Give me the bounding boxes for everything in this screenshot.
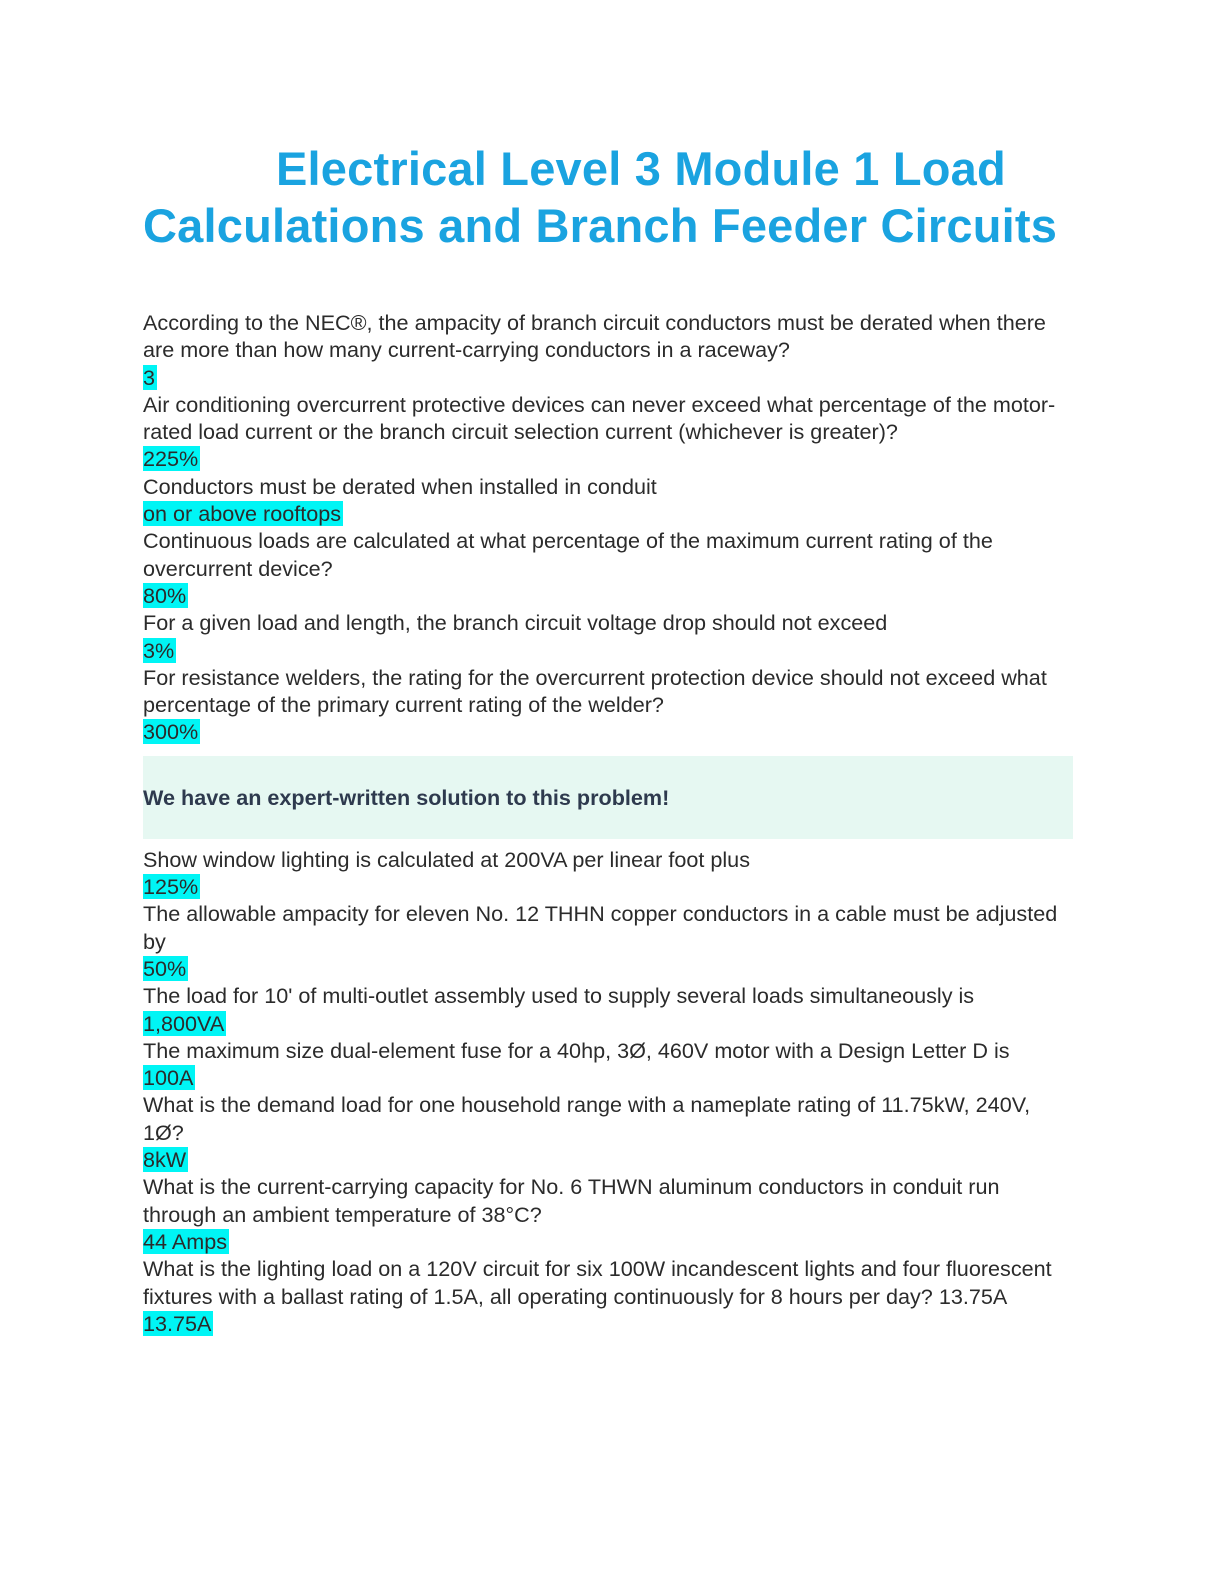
question: Conductors must be derated when installed in conduit <box>143 473 657 499</box>
answer-highlight: 1,800VA <box>143 1010 225 1036</box>
qa-item <box>143 1091 1083 1173</box>
question: The allowable ampacity for eleven No. 12 THHN copper conductors in a cable must be adjusted by <box>143 901 1058 954</box>
answer <box>143 1146 1083 1173</box>
qa-item <box>143 309 1083 391</box>
expert-solution-text: We have an expert-written solution to this problem! <box>143 784 670 810</box>
document-title: Electrical Level 3 Module 1 Load Calculations and Branch Feeder Circuits <box>143 142 1058 252</box>
answer-highlight: 225% <box>143 446 199 472</box>
answer <box>143 1064 1083 1091</box>
qa-item <box>143 664 1083 746</box>
answer-highlight: 300% <box>143 719 199 745</box>
answer-highlight: 3% <box>143 637 175 663</box>
qa-item <box>143 1173 1083 1255</box>
qa-item <box>143 900 1083 982</box>
answer <box>143 1310 1083 1337</box>
answer-highlight: on or above rooftops <box>143 501 342 527</box>
answer-highlight: 80% <box>143 582 187 608</box>
qa-item <box>143 473 1083 528</box>
question: For resistance welders, the rating for the overcurrent protection device should not exceed what percentage of the primary current rating of the welder? <box>143 664 1047 718</box>
answer <box>143 364 1083 391</box>
qa-item <box>143 391 1083 473</box>
question: The load for 10' of multi-outlet assembly used to supply several loads simultaneously is <box>143 983 975 1009</box>
answer-highlight: 13.75A <box>143 1310 212 1336</box>
qa-item <box>143 609 1083 664</box>
answer-highlight: 125% <box>143 874 199 900</box>
answer-highlight: 44 Amps <box>143 1228 228 1254</box>
answer-highlight: 8kW <box>143 1147 187 1173</box>
answer <box>143 1228 1083 1255</box>
document-page <box>143 140 1083 1337</box>
question: Air conditioning overcurrent protective devices can never exceed what percentage of the motor-rated load current or the branch circuit selection current (whichever is greater)? <box>143 391 1056 445</box>
question: According to the NEC®, the ampacity of branch circuit conductors must be derated when there are more than how many current-carrying conductors in a raceway? <box>143 310 1046 363</box>
expert-solution-banner <box>143 756 1073 839</box>
answer <box>143 445 1083 472</box>
question: What is the demand load for one household range with a nameplate rating of 11.75kW, 240V, 1Ø? <box>143 1092 1031 1145</box>
question: The maximum size dual-element fuse for a 40hp, 3Ø, 460V motor with a Design Letter D is <box>143 1037 1010 1063</box>
answer-highlight: 50% <box>143 955 187 981</box>
qa-item <box>143 1255 1083 1337</box>
question: Continuous loads are calculated at what percentage of the maximum current rating of the overcurrent device? <box>143 528 993 581</box>
qa-item <box>143 982 1083 1037</box>
answer-highlight: 100A <box>143 1065 194 1091</box>
qa-list <box>143 309 1083 1337</box>
question: For a given load and length, the branch circuit voltage drop should not exceed <box>143 610 888 636</box>
question: What is the current-carrying capacity for No. 6 THWN aluminum conductors in conduit run through an ambient temperature of 38°C? <box>143 1174 1000 1227</box>
answer-highlight: 3 <box>143 364 156 390</box>
qa-item <box>143 527 1083 609</box>
question: Show window lighting is calculated at 200VA per linear foot plus <box>143 846 750 872</box>
answer <box>143 718 1083 745</box>
question: What is the lighting load on a 120V circuit for six 100W incandescent lights and four fluorescent fixtures with a ballast rating of 1.5A, all operating continuously for 8 hours per day? 13.75A <box>143 1256 1052 1309</box>
answer <box>143 637 1083 664</box>
answer <box>143 500 1083 527</box>
qa-item <box>143 1037 1083 1092</box>
answer <box>143 955 1083 982</box>
qa-item <box>143 846 1083 901</box>
answer <box>143 1010 1083 1037</box>
answer <box>143 873 1083 900</box>
answer <box>143 582 1083 609</box>
